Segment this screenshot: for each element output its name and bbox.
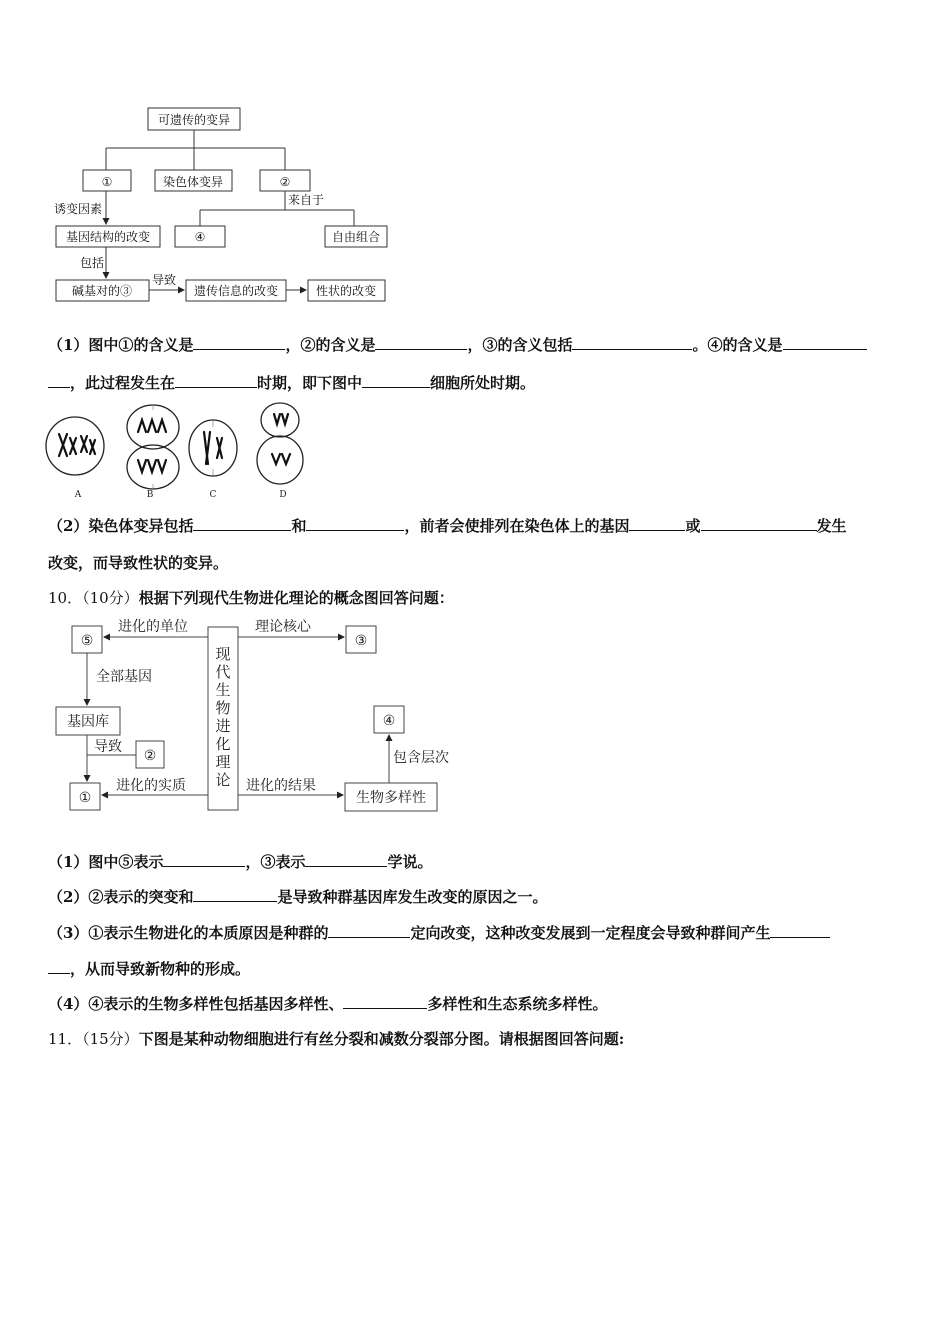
answer-blank[interactable]	[783, 335, 867, 350]
q10-s4-text-b: 多样性和生态系统多样性。	[427, 995, 608, 1013]
node-2: ②	[279, 175, 291, 189]
answer-blank[interactable]	[193, 335, 285, 350]
node-gene-pool: 基因库	[67, 714, 109, 730]
answer-blank[interactable]	[305, 852, 387, 867]
q10-sub4	[48, 994, 607, 1014]
q10-s1-text-b: ，③表示	[245, 853, 306, 871]
question-score: （15分）	[82, 1030, 139, 1048]
answer-blank[interactable]	[572, 335, 692, 350]
q10-s1-text-a: （1）图中⑤表示	[48, 853, 164, 871]
node-chromosome-variation: 染色体变异	[162, 175, 224, 189]
answer-blank[interactable]	[193, 887, 277, 902]
question-stem: 下图是某种动物细胞进行有丝分裂和减数分裂部分图。请根据图回答问题:	[138, 1030, 625, 1048]
answer-blank[interactable]	[48, 959, 70, 974]
q9-p1-text-f: 时期，即下图中	[257, 374, 363, 392]
center-char: 化	[215, 735, 231, 753]
answer-blank[interactable]	[193, 516, 291, 531]
q10-s3-text-a: （3）①表示生物进化的本质原因是种群的	[48, 924, 329, 942]
node-free-combination: 自由组合	[331, 230, 381, 244]
answer-blank[interactable]	[175, 373, 257, 388]
answer-blank[interactable]	[328, 923, 410, 938]
cell-division-figures	[40, 400, 320, 505]
q9-p1-text-a: （1）图中①的含义是	[48, 336, 194, 354]
edge-from: 来自于	[288, 193, 325, 207]
edge-essence: 进化的实质	[116, 778, 186, 794]
node-3: ③	[354, 633, 368, 649]
q9-p1-text-c: ，③的含义包括	[467, 336, 573, 354]
edge-theory-core: 理论核心	[255, 619, 311, 635]
variation-concept-diagram	[48, 100, 398, 310]
answer-blank[interactable]	[163, 852, 245, 867]
node-2: ②	[143, 748, 157, 764]
edge-all-genes: 全部基因	[96, 669, 152, 685]
cell-label-b: B	[146, 490, 154, 500]
node-base-pair-3: 碱基对的③	[71, 284, 133, 298]
q10-s1-text-c: 学说。	[387, 853, 433, 871]
edge-levels: 包含层次	[393, 750, 449, 766]
edge-evolution-unit: 进化的单位	[118, 619, 188, 635]
edge-result: 进化的结果	[246, 778, 316, 794]
q9-p1-text-g: 细胞所处时期。	[430, 374, 536, 392]
node-gene-structure-change: 基因结构的改变	[65, 230, 151, 244]
q11-header	[48, 1029, 624, 1049]
node-genetic-info-change: 遗传信息的改变	[193, 284, 279, 298]
center-char: 现	[215, 645, 231, 663]
question-score: （10分）	[82, 589, 139, 607]
node-5: ⑤	[80, 633, 94, 649]
cell-label-d: D	[279, 490, 287, 500]
q9-p2-text-b: 和	[291, 517, 307, 535]
q10-sub1	[48, 852, 432, 872]
q9-p2-text-a: （2）染色体变异包括	[48, 517, 194, 535]
question-stem: 根据下列现代生物进化理论的概念图回答问题：	[138, 589, 454, 607]
evolution-theory-diagram	[50, 615, 470, 820]
node-biodiversity: 生物多样性	[356, 790, 426, 806]
question-number: 10．	[48, 589, 83, 607]
q10-sub3-line2	[48, 959, 250, 979]
answer-blank[interactable]	[375, 335, 467, 350]
q9-part1-line2	[48, 373, 535, 393]
answer-blank[interactable]	[362, 373, 430, 388]
answer-blank[interactable]	[343, 994, 427, 1009]
q10-s2-text-b: 是导致种群基因库发生改变的原因之一。	[277, 888, 548, 906]
node-heritable-variation: 可遗传的变异	[157, 113, 231, 127]
node-4: ④	[382, 713, 396, 729]
cell-label-a: A	[74, 490, 82, 500]
q9-part2-line1	[48, 516, 847, 536]
question-number: 11．	[48, 1030, 83, 1048]
answer-blank[interactable]	[770, 923, 830, 938]
q9-p1-text-e: ，此过程发生在	[70, 374, 176, 392]
answer-blank[interactable]	[48, 373, 70, 388]
center-vertical-label	[215, 645, 230, 789]
q10-sub2	[48, 887, 547, 907]
q10-s3-text-c: ，从而导致新物种的形成。	[70, 960, 251, 978]
q9-p2-text-d: 或	[685, 517, 701, 535]
q9-p2-text-c: ，前者会使排列在染色体上的基因	[404, 517, 630, 535]
q10-header	[48, 588, 454, 608]
center-char: 代	[215, 663, 231, 681]
q10-sub3-line1	[48, 923, 830, 943]
answer-blank[interactable]	[629, 516, 685, 531]
q10-s4-text-a: （4）④表示的生物多样性包括基因多样性、	[48, 995, 344, 1013]
answer-blank[interactable]	[701, 516, 817, 531]
center-char: 论	[215, 771, 231, 789]
q9-p1-text-b: ，②的含义是	[285, 336, 376, 354]
node-1: ①	[101, 175, 113, 189]
edge-lead: 导致	[152, 273, 177, 287]
q9-p1-text-d: 。④的含义是	[692, 336, 783, 354]
center-char: 理	[215, 753, 231, 771]
edge-include: 包括	[80, 256, 105, 270]
q9-p2-text-f: 改变，而导致性状的变异。	[48, 554, 229, 572]
center-char: 物	[215, 699, 231, 717]
q9-part2-line2	[48, 553, 228, 573]
center-char: 生	[215, 681, 231, 699]
edge-lead: 导致	[94, 739, 122, 755]
node-1: ①	[78, 790, 92, 806]
cell-label-c: C	[209, 490, 217, 500]
edge-mutagen: 诱变因素	[54, 202, 103, 216]
node-4: ④	[194, 230, 206, 244]
q9-part1-line1	[48, 335, 867, 355]
q10-s3-text-b: 定向改变，这种改变发展到一定程度会导致种群间产生	[410, 924, 771, 942]
answer-blank[interactable]	[306, 516, 404, 531]
q9-p2-text-e: 发生	[816, 517, 847, 535]
node-trait-change: 性状的改变	[315, 284, 377, 298]
q10-s2-text-a: （2）②表示的突变和	[48, 888, 194, 906]
center-char: 进	[215, 717, 231, 735]
